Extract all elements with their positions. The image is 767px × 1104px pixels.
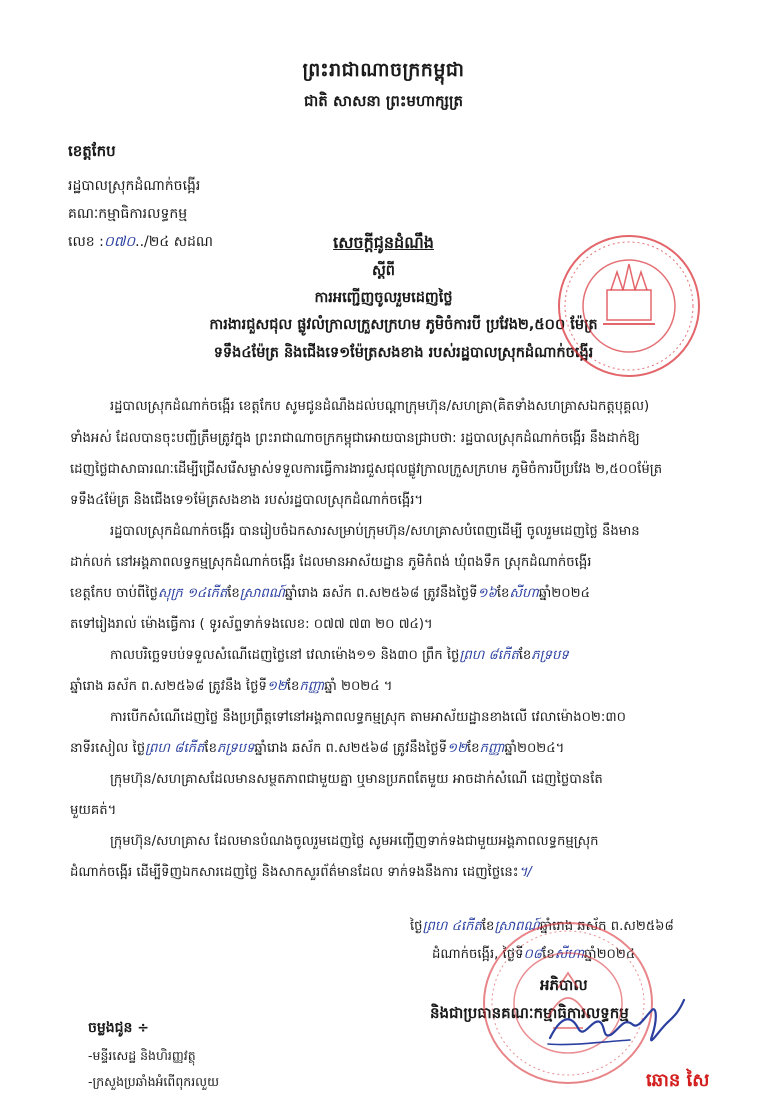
text-segment: ខែ: [286, 679, 300, 694]
subject-line-3: ទទឹង៤ម៉ែត្រ និងជើងទេ១ម៉ែត្រសងខាង របស់រដ្ឋបាលស្រុកដំណាក់ចង្អើរ: [213, 345, 594, 361]
signatory-role-chair: និងជាប្រធានគណៈកម្មាធិការលទ្ធកម្ម: [430, 1004, 629, 1022]
text-segment: ឆ្នាំរោង ឆស័ក ព.ស២៥៦៨ ត្រូវនឹងថ្ងៃទី: [284, 586, 478, 601]
text-segment: ឆ្នាំរោង ឆស័ក ព.ស២៥៦៨ ត្រូវនឹងថ្ងៃទី: [254, 741, 448, 756]
paragraph-4-line-1: ការបើកសំណើដេញថ្លៃ នឹងប្រព្រឹត្តទៅនៅអង្គភាពលទ្ធកម្មស្រុក តាមអាស័យដ្ឋានខាងលើ វេលាម៉ោង០២:៣០: [110, 710, 626, 725]
paragraph-1-line-2: ទាំងអស់ ដែលបានចុះបញ្ជីត្រឹមត្រូវក្នុង ព្រះរាជាណាចក្រកម្ពុជាអោយបានជ្រាបថា: រដ្ឋបាលស្រុកដំណាក់ចង្អើរ នឹងដាក់ឱ្យ: [70, 431, 640, 446]
handwritten-month: ភទ្របទ: [531, 648, 569, 663]
text-segment: ឆ្នាំរោង ឆស័ក ព.ស២៥៦៨ ត្រូវនឹង ថ្ងៃទី: [70, 679, 267, 694]
handwritten-day: ព្រហ ៤កើត: [422, 919, 482, 934]
cc-item: -ក្រសួងប្រឆាំងអំពើពុករលួយ: [88, 1074, 219, 1089]
signatory-role-governor: អភិបាល: [540, 976, 588, 994]
national-motto: ជាតិ សាសនា ព្រះមហាក្សត្រ: [304, 92, 463, 110]
handwritten-month: ស្រាពណ៍: [494, 919, 540, 934]
text-segment: ខែ: [227, 586, 240, 601]
paragraph-1-line-3: ដេញថ្លៃជាសាធារណៈដើម្បីជ្រើសរើសម្ចាស់ទទួលការធ្វើការងារជួសជុលផ្លូវក្រាលក្រួសក្រហម ភូមិចំការបីប្រវែង ២,៥០០ម៉ែត្រ: [70, 462, 663, 477]
text-segment: ខែ: [518, 648, 532, 663]
paragraph-1-line-4: ទទឹង៤ម៉ែត្រ និងជើងទេ១ម៉ែត្រសងខាង របស់រដ្ឋបាលស្រុកដំណាក់ចង្អើរ។: [70, 493, 424, 508]
text-segment: ខែ: [542, 947, 555, 962]
paragraph-2-line-4: តទៅរៀងរាល់ ម៉ោងធ្វើការ ( ទូរស័ព្ទទាក់ទងលេខ: ០៧៧ ៧៣ ២០ ៧៤)។: [70, 617, 433, 632]
paragraph-4-line-2: [70, 740, 564, 759]
paragraph-2-line-2: ដាក់លក់ នៅអង្គភាពលទ្ធកម្មស្រុកដំណាក់ចង្អើរ ដែលមានអាស័យដ្ឋាន ភូមិកំពង់ ឃុំពងទឹក ស្រុកដំណាក់ចង្អើរ: [70, 555, 592, 570]
paragraph-3-line-2: [70, 678, 393, 697]
handwritten-month-2: កញ្ញា: [479, 741, 505, 756]
subject-line-1: ការអញ្ជើញចូលរួមដេញថ្លៃ: [314, 290, 453, 306]
ref-suffix: ../២៤ សដណ: [135, 234, 214, 250]
handwritten-month-2: សីហា: [509, 586, 539, 601]
signatory-name: ឆោន សៃ: [646, 1070, 710, 1091]
paragraph-1-line-1: រដ្ឋបាលស្រុកដំណាក់ចង្អើរ ខេត្តកែប សូមជូនដំណឹងដល់បណ្ដាក្រុមហ៊ុន/សហគ្រា(គិតទាំងសហគ្រាសឯកត្តបុគ្គល): [110, 399, 650, 414]
text-segment: ដំណាក់ចង្អើរ ដើម្បីទិញឯកសារដេញថ្លៃ និងសាកសួរព័ត៌មានដែល ទាក់ទងនឹងការ ដេញថ្លៃនេះ: [70, 865, 519, 880]
paragraph-6-line-2: [70, 864, 532, 883]
text-segment: ថ្ងៃ: [410, 919, 423, 934]
paragraph-6-line-1: ក្រុមហ៊ុន/សហគ្រាស ដែលមានបំណងចូលរួមដេញថ្លៃ សូមអញ្ជើញទាក់ទងជាមួយអង្គភាពលទ្ធកម្មស្រុក: [110, 834, 599, 849]
text-segment: ខែ: [481, 919, 495, 934]
handwritten-day: សុក្រ ១៤កើត: [157, 586, 228, 601]
paragraph-2-line-1: រដ្ឋបាលស្រុកដំណាក់ចង្អើរ បានរៀបចំឯកសារសម្រាប់ក្រុមហ៊ុន/សហគ្រាសបំពេញដើម្បី ចូលរួមដេញថ្លៃ នឹងមាន: [110, 524, 640, 539]
handwritten-date: ១២: [447, 741, 467, 756]
text-segment: ដំណាក់ចង្អើរ, ថ្ងៃទី: [432, 947, 524, 962]
ref-number-handwritten: ០៧០: [103, 234, 136, 250]
text-segment: ខែ: [496, 586, 510, 601]
paragraph-5-line-2: មួយគត់។: [70, 803, 117, 818]
paragraph-3-line-1: [110, 647, 569, 666]
handwritten-month: ស្រាពណ៍: [239, 586, 285, 601]
paragraph-2-line-3: [70, 585, 590, 604]
handwritten-month: ភទ្របទ: [216, 741, 255, 756]
cc-item: -មន្ទីរសេដ្ឋ និងហិរញ្ញវត្ថុ: [88, 1048, 196, 1063]
handwritten-end-mark: ។/: [518, 865, 532, 880]
text-segment: ខេត្តកែប ចាប់ពីថ្ងៃ: [70, 586, 158, 601]
about-label: ស្ដីពី: [371, 263, 395, 279]
text-segment: ខែ: [204, 741, 217, 756]
handwritten-signature: [540, 988, 690, 1058]
text-segment: ខែ: [466, 741, 480, 756]
handwritten-month-2: កញ្ញា: [299, 679, 325, 694]
text-segment: ឆ្នាំ២០២៤: [538, 586, 590, 601]
text-segment: ឆ្នាំ ២០២៤ ។: [324, 679, 393, 694]
paragraph-5-line-1: ក្រុមហ៊ុន/សហគ្រាសដែលមានសម្ថតភាពជាមួយគ្នា ឬមានប្រភពតែមួយ អាចដាក់សំណើ ដេញថ្លៃបានតែ: [110, 772, 603, 787]
handwritten-month: សីហា: [554, 947, 585, 962]
subject-line-2: ការងារជួសជុល ផ្លូវលំក្រាលក្រួសក្រហម ភូមិចំការបី ប្រវែង២,៥០០ ម៉ែត្រ: [209, 317, 598, 333]
ref-prefix: លេខ :: [68, 234, 104, 250]
handwritten-date: ១៦: [477, 586, 497, 601]
official-seal-top: [555, 232, 703, 380]
kingdom-heading: ព្រះរាជាណាចក្រកម្ពុជា: [302, 59, 465, 81]
handwritten-date: ០៨: [523, 947, 543, 962]
cc-heading: ចម្លងជូន ÷: [88, 1020, 150, 1036]
notice-title: សេចក្ដីជូនដំណឹង: [333, 233, 434, 252]
handwritten-date: ១២: [266, 679, 287, 694]
text-segment: កាលបរិច្ឆេទបប់ទទួលសំណើដេញថ្លៃនៅ វេលាម៉ោង១១ និង៣០ ព្រឹក ថ្ងៃ: [110, 648, 460, 663]
handwritten-day: ព្រហ ៨កើត: [459, 648, 519, 663]
text-segment: ឆ្នាំរោង ឆស័ក ព.ស២៥៦៨: [539, 919, 674, 934]
handwritten-day: ព្រហ ៨កើត: [145, 741, 205, 756]
text-segment: ឆ្នាំ២០២៤។: [504, 741, 565, 756]
district-admin-label: រដ្ឋបាលស្រុកដំណាក់ចង្អើរ: [68, 178, 201, 194]
text-segment: ឆ្នាំ២០២៤: [584, 947, 636, 962]
province-label: ខេត្តកែប: [68, 142, 116, 160]
text-segment: នាទីរសៀល ថ្ងៃ: [70, 741, 146, 756]
committee-label: គណៈកម្មាធិការលទ្ធកម្ម: [68, 206, 188, 222]
